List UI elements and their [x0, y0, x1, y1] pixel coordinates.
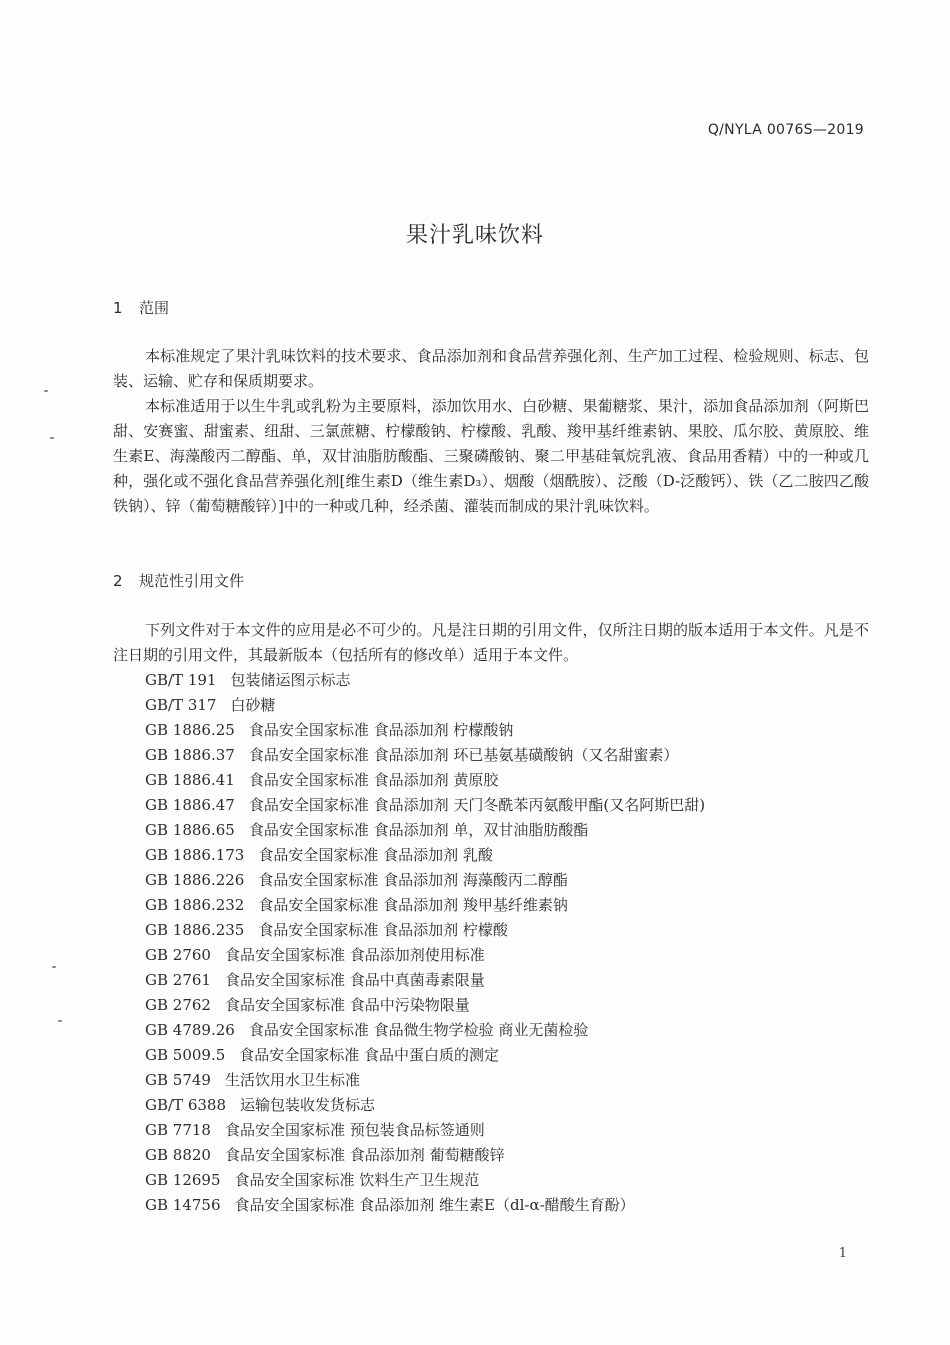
- references-intro-paragraph: 下列文件对于本文件的应用是必不可少的。凡是注日期的引用文件，仅所注日期的版本适用于本文件。凡是不注日期的引用文件，其最新版本（包括所有的修改单）适用于本文件。: [113, 621, 869, 664]
- scope-paragraph-1: 本标准规定了果汁乳味饮料的技术要求、食品添加剂和食品营养强化剂、生产加工过程、检验规则、标志、包装、运输、贮存和保质期要求。: [113, 347, 869, 390]
- reference-item: [145, 1193, 705, 1218]
- reference-item: [145, 1068, 705, 1093]
- reference-title: 食品安全国家标准 食品中污染物限量: [224, 996, 470, 1014]
- reference-item: [145, 993, 705, 1018]
- reference-title: 食品安全国家标准 食品微生物学检验 商业无菌检验: [248, 1021, 589, 1039]
- reference-code: GB 1886.37: [145, 746, 235, 764]
- section-number: 2: [113, 572, 123, 590]
- reference-code: GB 8820: [145, 1146, 211, 1164]
- reference-title: 白砂糖: [230, 696, 276, 714]
- reference-item: [145, 1018, 705, 1043]
- reference-title: 食品安全国家标准 食品添加剂 柠檬酸: [258, 921, 508, 939]
- reference-code: GB 1886.226: [145, 871, 245, 889]
- reference-title: 食品安全国家标准 食品添加剂 环已基氨基磺酸钠（又名甜蜜素）: [248, 746, 679, 764]
- section-number: 1: [113, 299, 123, 317]
- reference-title: 食品安全国家标准 食品添加剂使用标准: [224, 946, 485, 964]
- scan-speck: [50, 437, 54, 439]
- reference-code: GB 2760: [145, 946, 211, 964]
- scope-paragraph-2: 本标准适用于以生牛乳或乳粉为主要原料，添加饮用水、白砂糖、果葡糖浆、果汁，添加食品添加剂（阿斯巴甜、安赛蜜、甜蜜素、纽甜、三氯蔗糖、柠檬酸钠、柠檬酸、乳酸、羧甲基纤维素钠、果胶、瓜尔胶、黄原胶、维生素E、海藻酸丙二醇酯、单，双甘油脂肪酸酯、三聚磷酸钠、聚二甲基硅氧烷乳液、食品用香精）中的一种或几种，强化或不强化食品营养强化剂[维生素D（维生素D₃）、烟酸（烟酰胺）、泛酸（D-泛酸钙）、铁（乙二胺四乙酸铁钠）、锌（葡萄糖酸锌）]中的一种或几种，经杀菌、灌装而制成的果汁乳味饮料。: [113, 397, 869, 515]
- reference-title: 食品安全国家标准 食品添加剂 羧甲基纤维素钠: [258, 896, 568, 914]
- reference-title: 食品安全国家标准 预包装食品标签通则: [224, 1121, 485, 1139]
- reference-code: GB 1886.232: [145, 896, 245, 914]
- section-heading-scope: [113, 297, 169, 318]
- reference-item: [145, 1143, 705, 1168]
- reference-code: GB 1886.25: [145, 721, 235, 739]
- reference-title: 食品安全国家标准 食品添加剂 黄原胶: [248, 771, 499, 789]
- reference-code: GB 7718: [145, 1121, 211, 1139]
- reference-item: [145, 768, 705, 793]
- scan-speck: [58, 1020, 62, 1022]
- reference-title: 食品安全国家标准 食品添加剂 天门冬酰苯丙氨酸甲酯(又名阿斯巴甜): [248, 796, 706, 814]
- reference-code: GB 1886.47: [145, 796, 235, 814]
- reference-item: [145, 1168, 705, 1193]
- reference-title: 食品安全国家标准 饮料生产卫生规范: [234, 1171, 480, 1189]
- reference-title: 食品安全国家标准 食品添加剂 海藻酸丙二醇酯: [258, 871, 568, 889]
- reference-code: GB 1886.41: [145, 771, 235, 789]
- reference-title: 生活饮用水卫生标准: [224, 1071, 360, 1089]
- reference-code: GB 1886.65: [145, 821, 235, 839]
- reference-title: 食品安全国家标准 食品添加剂 柠檬酸钠: [248, 721, 514, 739]
- reference-item: [145, 1043, 705, 1068]
- reference-code: GB/T 191: [145, 671, 217, 689]
- reference-code: GB 4789.26: [145, 1021, 235, 1039]
- reference-list: [145, 668, 705, 1218]
- reference-item: [145, 868, 705, 893]
- reference-item: [145, 668, 705, 693]
- reference-item: [145, 893, 705, 918]
- section-title: 范围: [139, 299, 170, 317]
- reference-code: GB 2762: [145, 996, 211, 1014]
- reference-item: [145, 1118, 705, 1143]
- reference-item: [145, 818, 705, 843]
- reference-code: GB/T 6388: [145, 1096, 227, 1114]
- scan-speck: [44, 390, 48, 392]
- reference-code: GB 12695: [145, 1171, 221, 1189]
- reference-item: [145, 918, 705, 943]
- reference-code: GB 5749: [145, 1071, 211, 1089]
- section-heading-normative-references: [113, 570, 244, 591]
- document-title: 果汁乳味饮料: [405, 223, 544, 248]
- reference-item: [145, 718, 705, 743]
- reference-title: 食品安全国家标准 食品添加剂 维生素E（dl-α-醋酸生育酚）: [234, 1196, 635, 1214]
- reference-item: [145, 843, 705, 868]
- reference-item: [145, 793, 705, 818]
- reference-title: 食品安全国家标准 食品添加剂 乳酸: [258, 846, 493, 864]
- reference-code: GB 1886.173: [145, 846, 245, 864]
- reference-item: [145, 943, 705, 968]
- reference-code: GB 14756: [145, 1196, 221, 1214]
- reference-item: [145, 743, 705, 768]
- reference-title: 食品安全国家标准 食品添加剂 单，双甘油脂肪酸酯: [248, 821, 589, 839]
- reference-code: GB/T 317: [145, 696, 217, 714]
- reference-code: GB 2761: [145, 971, 211, 989]
- standard-code: Q/NYLA 0076S—2019: [707, 122, 864, 138]
- reference-item: [145, 693, 705, 718]
- reference-title: 食品安全国家标准 食品中真菌毒素限量: [224, 971, 485, 989]
- page-number: 1: [838, 1246, 847, 1261]
- scan-speck: [52, 966, 56, 968]
- reference-code: GB 1886.235: [145, 921, 245, 939]
- section-title: 规范性引用文件: [139, 572, 245, 590]
- reference-code: GB 5009.5: [145, 1046, 226, 1064]
- reference-title: 包装储运图示标志: [230, 671, 351, 689]
- reference-title: 食品安全国家标准 食品中蛋白质的测定: [239, 1046, 500, 1064]
- reference-item: [145, 1093, 705, 1118]
- reference-item: [145, 968, 705, 993]
- reference-title: 运输包装收发货标志: [240, 1096, 376, 1114]
- reference-title: 食品安全国家标准 食品添加剂 葡萄糖酸锌: [224, 1146, 505, 1164]
